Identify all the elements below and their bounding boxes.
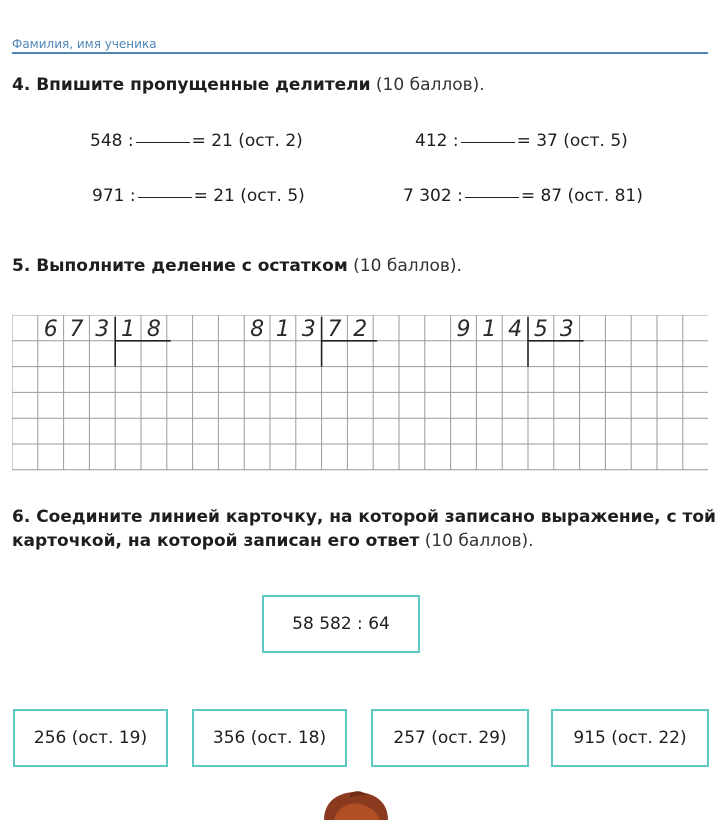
handwritten-digit: 8: [146, 316, 161, 342]
handwritten-digit: 1: [275, 316, 290, 342]
handwritten-digit: 9: [456, 316, 471, 342]
task4-equation-3: [92, 186, 305, 206]
task4-equation-1: [90, 131, 303, 151]
equation-left: 412 :: [415, 131, 459, 151]
answer-blank[interactable]: [136, 141, 190, 143]
task5-title-text: 5. Выполните деление с остатком: [12, 256, 348, 276]
grid-canvas: [12, 315, 708, 471]
task6-title-line1: 6. Соедините линией карточку, на которой записано выражение, с той: [12, 507, 716, 527]
task4-equation-4: [403, 186, 643, 206]
task6-points: (10 баллов).: [424, 531, 534, 551]
task4-title: [12, 75, 485, 95]
equation-right: = 21 (ост. 5): [193, 186, 305, 206]
handwritten-digit: 1: [482, 316, 497, 342]
task5-points: (10 баллов).: [353, 256, 462, 276]
equation-right: = 87 (ост. 81): [520, 186, 643, 206]
task6-title-line2: карточкой, на которой записан его ответ: [12, 531, 420, 551]
equation-left: 7 302 :: [403, 186, 463, 206]
answer-card-text: 256 (ост. 19): [33, 728, 148, 748]
handwritten-digit: 3: [559, 316, 574, 342]
handwritten-digit: 5: [533, 316, 548, 342]
expression-card[interactable]: [262, 595, 420, 653]
equation-left: 548 :: [90, 131, 134, 151]
equation-right: = 21 (ост. 2): [191, 131, 303, 151]
handwritten-digit: 3: [301, 316, 316, 342]
answer-card-text: 257 (ост. 29): [393, 728, 507, 748]
handwritten-digit: 4: [508, 316, 523, 342]
handwritten-digit: 6: [43, 316, 58, 342]
task4-equation-2: [415, 131, 628, 151]
answer-card-text: 915 (ост. 22): [573, 728, 687, 748]
handwritten-digit: 8: [250, 316, 265, 342]
squared-grid[interactable]: [12, 315, 708, 471]
answer-card-2[interactable]: [192, 709, 347, 767]
equation-right: = 37 (ост. 5): [516, 131, 628, 151]
handwritten-digit: 7: [327, 316, 342, 342]
answer-blank[interactable]: [465, 196, 519, 198]
student-name-label: Фамилия, имя ученика: [12, 37, 157, 51]
equation-left: 971 :: [92, 186, 136, 206]
answer-card-1[interactable]: [13, 709, 168, 767]
answer-blank[interactable]: [138, 196, 192, 198]
handwritten-digit: 2: [353, 316, 368, 342]
header-divider: [12, 52, 708, 54]
handwritten-digit: 7: [69, 316, 84, 342]
task4-points: (10 баллов).: [375, 75, 485, 95]
task4-title-text: 4. Впишите пропущенные делители: [12, 75, 371, 95]
kid-illustration: [320, 790, 392, 820]
expression-card-text: 58 582 : 64: [292, 614, 390, 634]
answer-blank[interactable]: [461, 141, 515, 143]
handwritten-digit: 1: [121, 316, 136, 342]
answer-card-4[interactable]: [551, 709, 709, 767]
handwritten-digit: 3: [95, 316, 110, 342]
answer-card-3[interactable]: [371, 709, 529, 767]
task5-title: [12, 256, 462, 276]
answer-card-text: 356 (ост. 18): [212, 728, 327, 748]
task6-title: [12, 505, 716, 553]
